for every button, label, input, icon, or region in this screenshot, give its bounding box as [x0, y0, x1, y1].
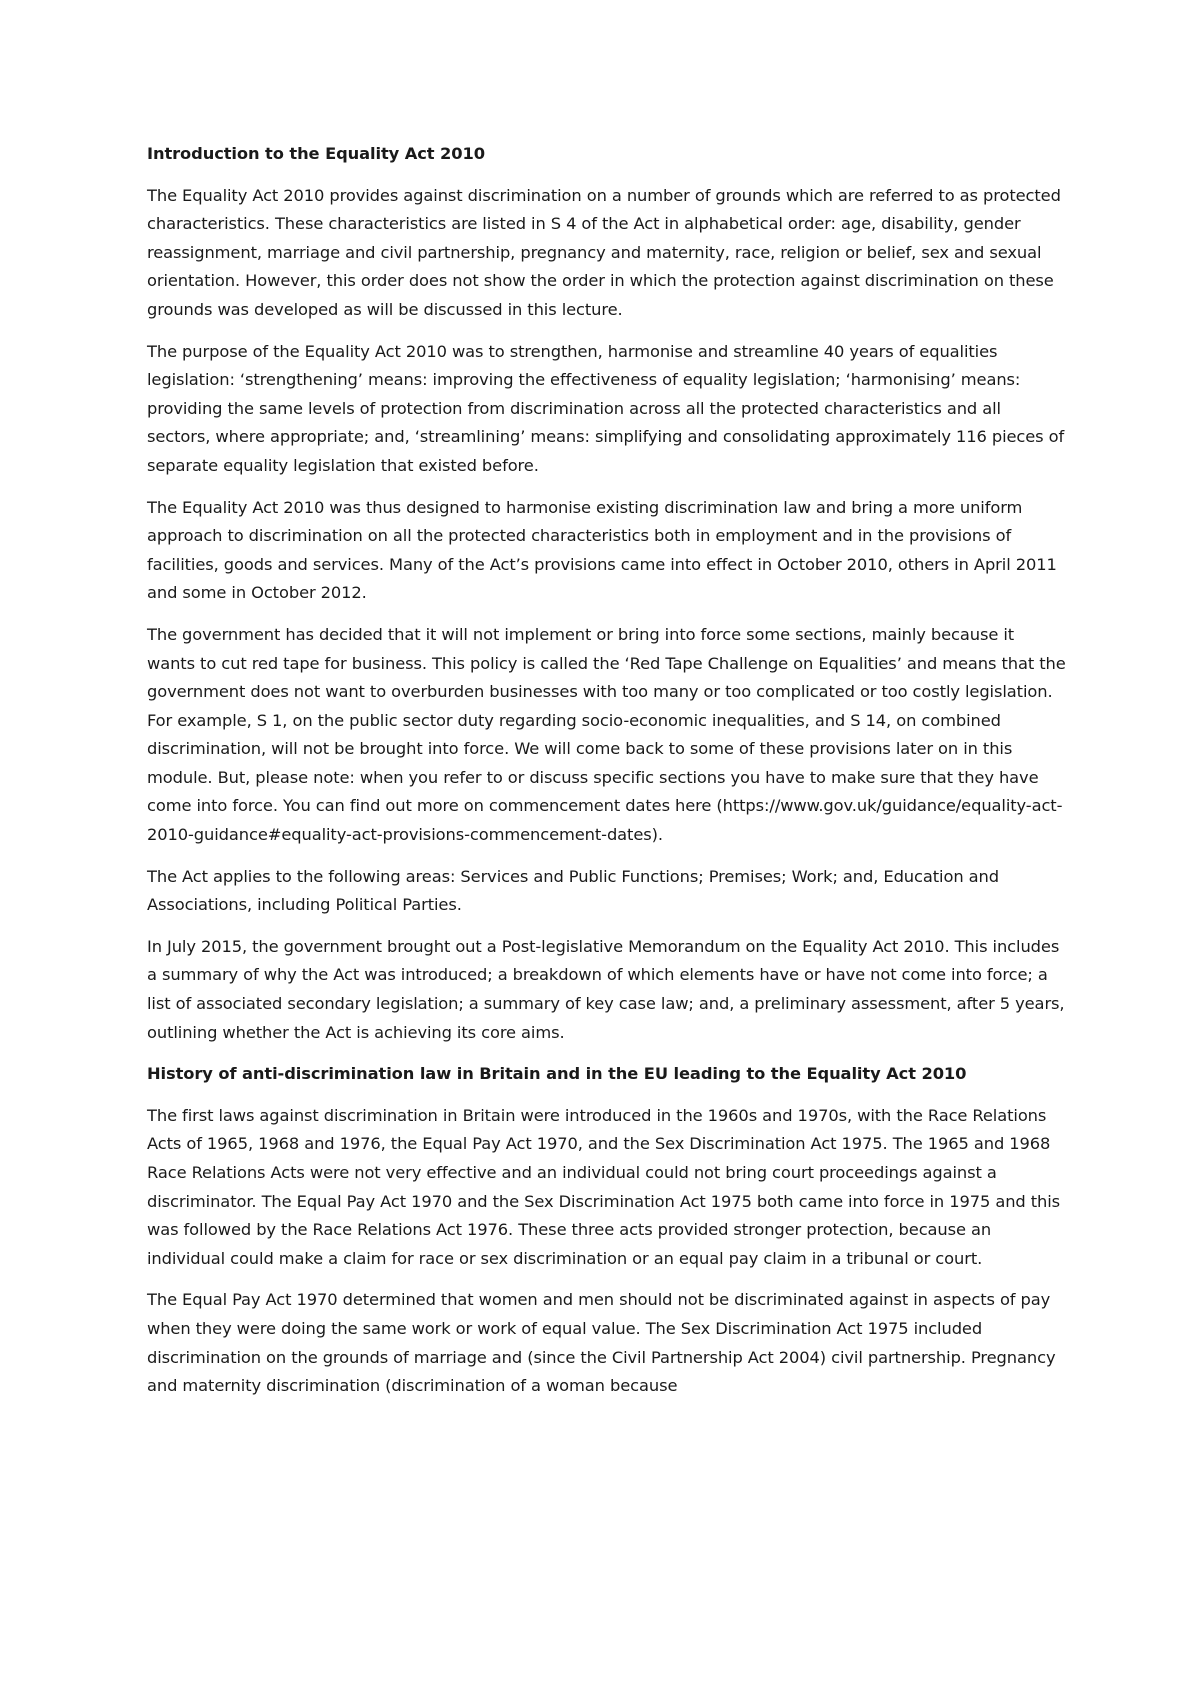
paragraph-equal-pay: The Equal Pay Act 1970 determined that women and men should not be discriminated against in aspects of pay when they were doing the same work or work of equal value. The Sex Discrimination Act 1975 included discrimination on the grounds of marriage and (since the Civil Partnership Act 2004) civil partnership. Pregnancy and maternity discrimination (discrimination of a woman because — [147, 1290, 1056, 1396]
paragraph-first-laws: The first laws against discrimination in Britain were introduced in the 1960s and 1970s, with the Race Relations Acts of 1965, 1968 and 1976, the Equal Pay Act 1970, and the Sex Discrimination Act 1975. The 1965 and 1968 Race Relations Acts were not very effective and an individual could not bring court proceedings against a discriminator. The Equal Pay Act 1970 and the Sex Discrimination Act 1975 both came into force in 1975 and this was followed by the Race Relations Act 1976. These three acts provided stronger protection, because an individual could make a claim for race or sex discrimination or an equal pay claim in a tribunal or court. — [147, 1105, 1061, 1268]
paragraph-purpose: The purpose of the Equality Act 2010 was to strengthen, harmonise and streamline 40 years of equalities legislation: ‘strengthening’ means: improving the effectiveness of equality legislation; ‘harmonising’ means: providing the same levels of protection from discrimination across all the protected characteristics and all sectors, where appropriate; and, ‘streamlining’ means: simplifying and consolidating approximately 116 pieces of separate equality legislation that existed before. — [147, 341, 1065, 475]
paragraph-protected-characteristics: The Equality Act 2010 provides against discrimination on a number of grounds which are referred to as protected characteristics. These characteristics are listed in S 4 of the Act in alphabetical order: age, disability, gender reassignment, marriage and civil partnership, pregnancy and maternity, race, religion or belief, sex and sexual orientation. However, this order does not show the order in which the protection against discrimination on these grounds was developed as will be discussed in this lecture. — [147, 185, 1061, 319]
document-body — [147, 140, 1067, 1414]
paragraph-harmonise: The Equality Act 2010 was thus designed to harmonise existing discrimination law and bring a more uniform approach to discrimination on all the protected characteristics both in employment and in the provisions of facilities, goods and services. Many of the Act’s provisions came into effect in October 2010, others in April 2011 and some in October 2012. — [147, 497, 1057, 603]
section-heading-introduction: Introduction to the Equality Act 2010 — [147, 144, 485, 163]
paragraph-red-tape: The government has decided that it will not implement or bring into force some sections, mainly because it wants to cut red tape for business. This policy is called the ‘Red Tape Challenge on Equalities’ and means that the government does not want to overburden businesses with too many or too complicated or too costly legislation. For example, S 1, on the public sector duty regarding socio-economic inequalities, and S 14, on combined discrimination, will not be brought into force. We will come back to some of these provisions later on in this module. But, please note: when you refer to or discuss specific sections you have to make sure that they have come into force. You can find out more on commencement dates here (https://www.gov.uk/guidance/equality-act-2010-guidance#equality-act-provisions-commencement-dates). — [147, 624, 1066, 845]
paragraph-areas: The Act applies to the following areas: Services and Public Functions; Premises; Work; and, Education and Associations, including Political Parties. — [147, 866, 999, 915]
section-heading-history: History of anti-discrimination law in Britain and in the EU leading to the Equality Act 2010 — [147, 1064, 967, 1084]
paragraph-memorandum: In July 2015, the government brought out a Post-legislative Memorandum on the Equality Act 2010. This includes a summary of why the Act was introduced; a breakdown of which elements have or have not come into force; a list of associated secondary legislation; a summary of key case law; and, a preliminary assessment, after 5 years, outlining whether the Act is achieving its core aims. — [147, 936, 1065, 1042]
